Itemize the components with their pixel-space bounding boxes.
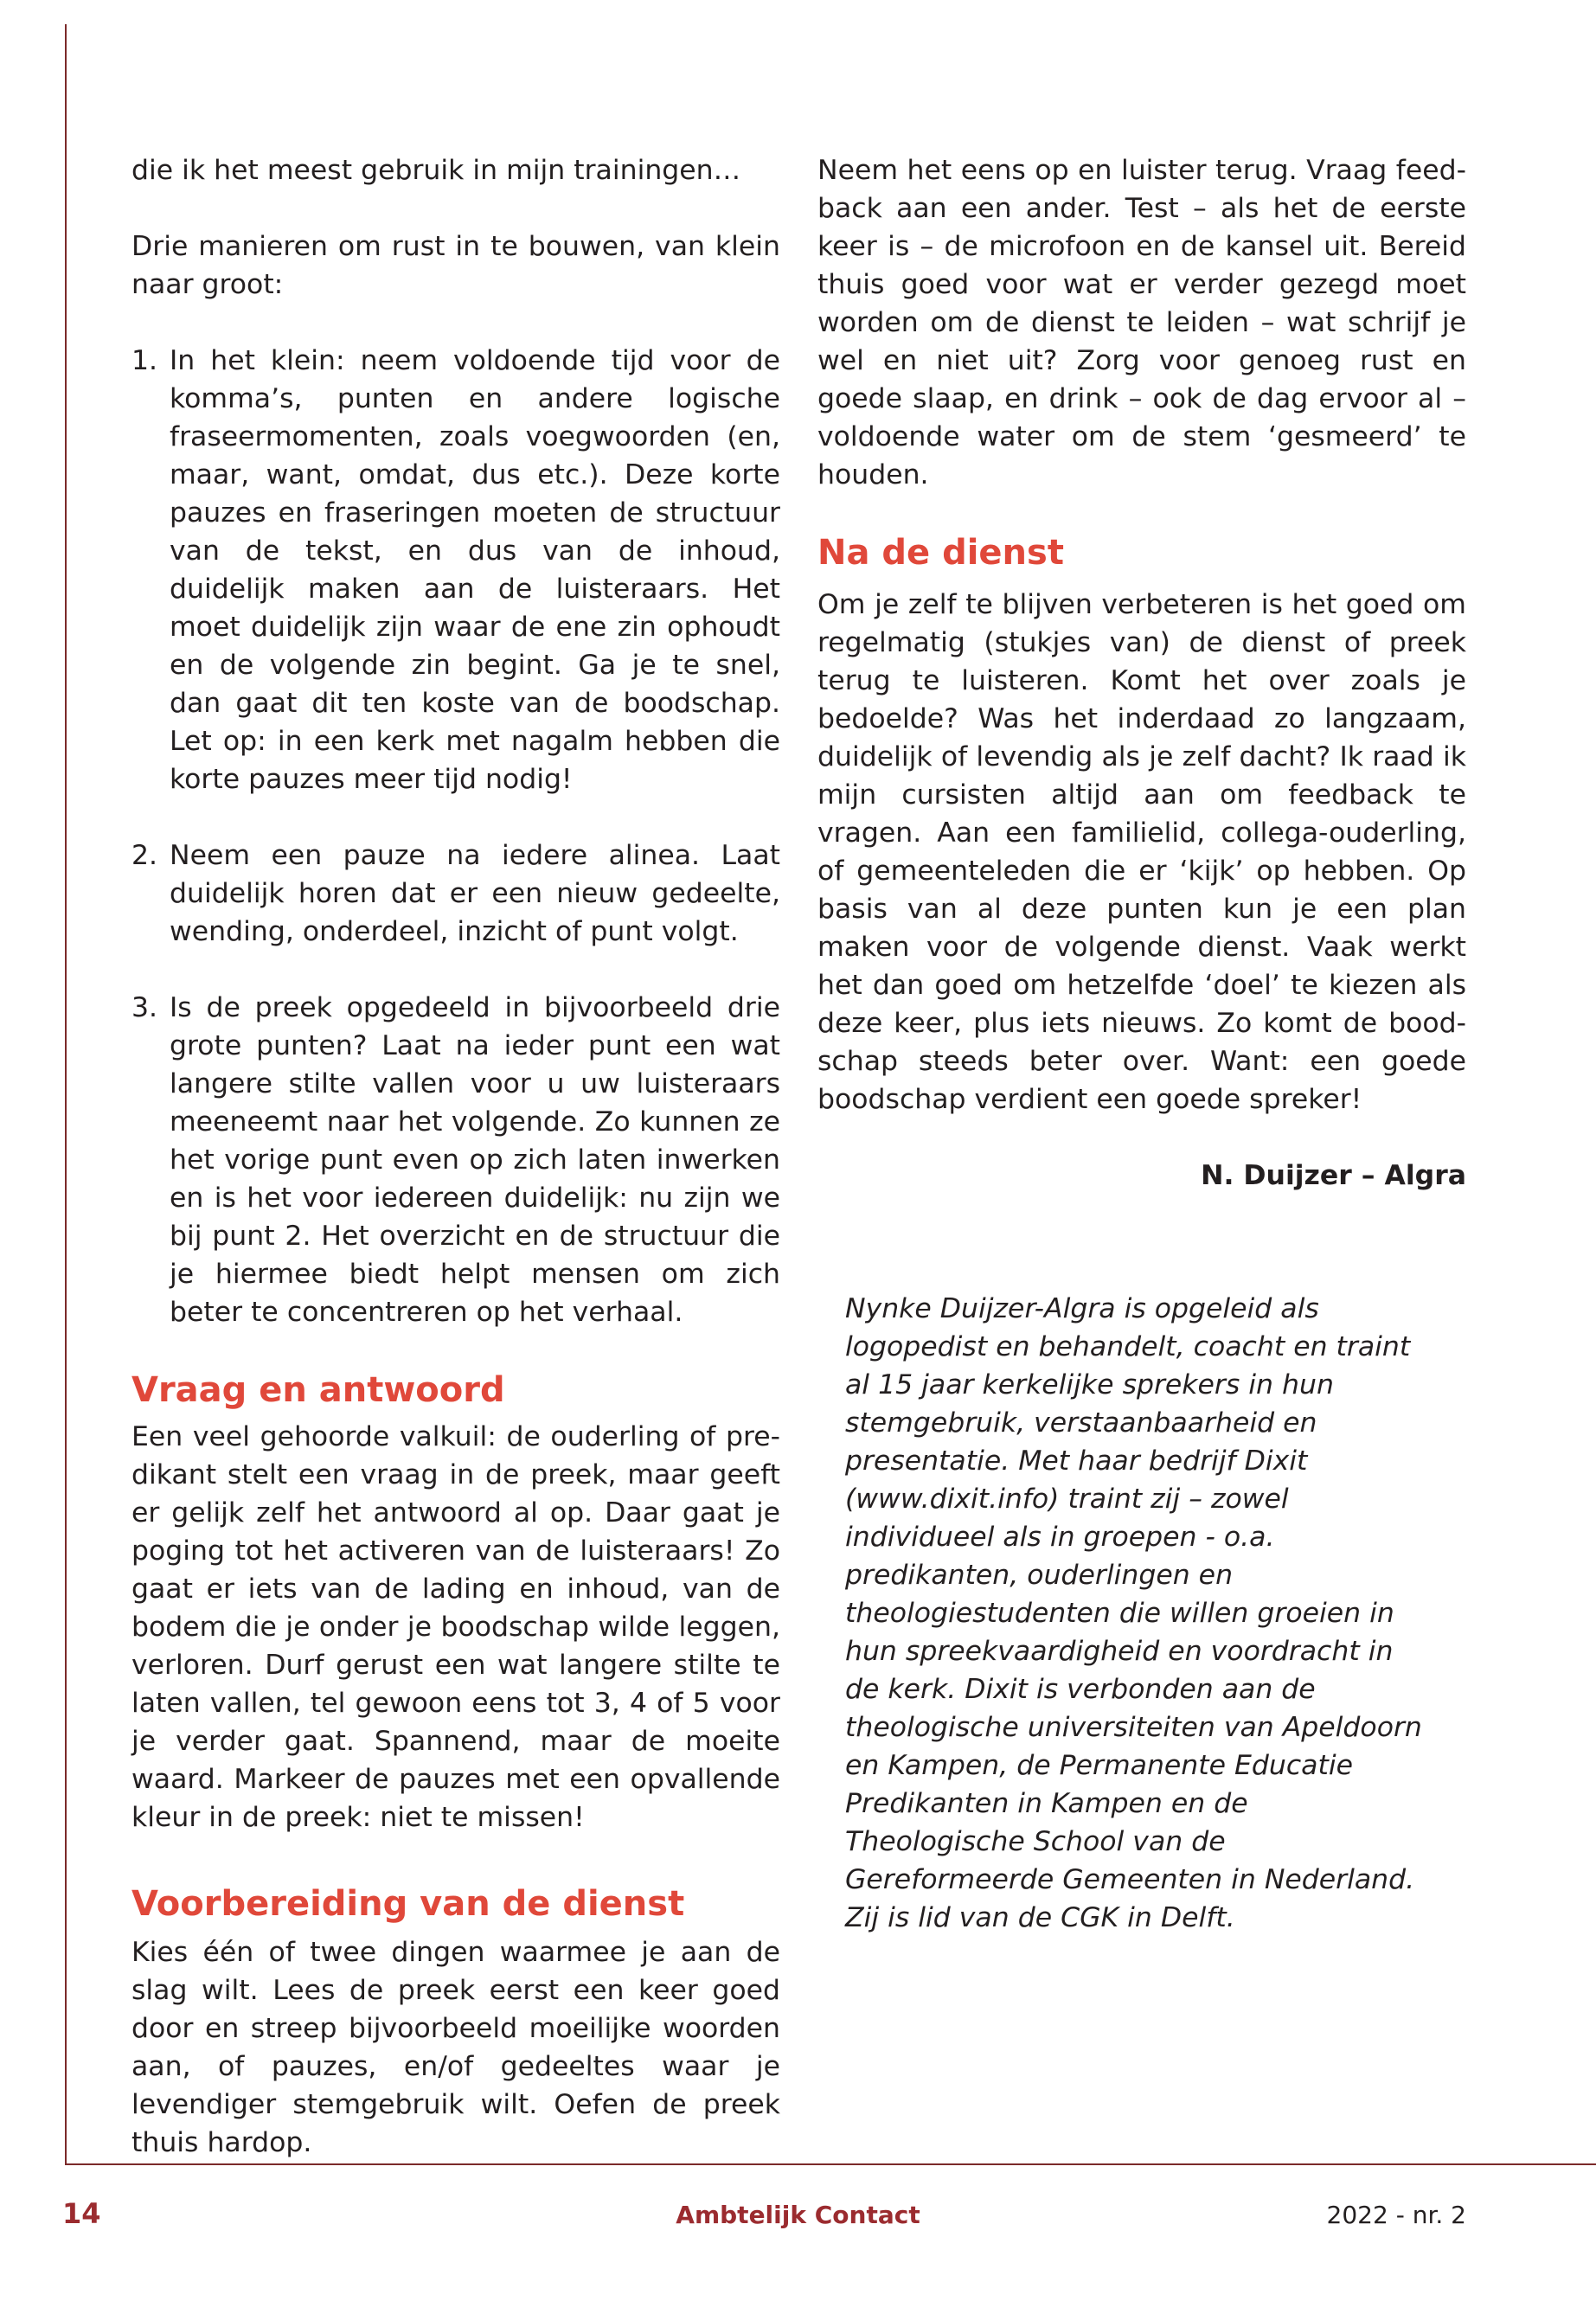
continue-paragraph: Neem het eens op en luister terug. Vraag feedback aan een ander. Test – als het de eerste keer is – de microfoon en de kansel uit. Bereid thuis goed voor wat er verder gezegd moet worden om de dienst te leiden – wat schrijf je wel en niet uit? Zorg voor genoeg rust en goede slaap, en drink – ook de dag ervoor al – voldoende water om de stem ‘gesmeerd’ te houden. <box>817 155 1466 490</box>
left-column <box>131 151 780 2162</box>
list-item <box>131 989 780 1331</box>
author-bio: Nynke Duijzer-Algra is opgeleid als logopedist en behandelt, coacht en traint al 15 jaar kerkelijke sprekers in hun stemgebruik, verstaanbaarheid en presentatie. Met haar bedrijf Dixit (www.dixit.info) traint zij – zowel individueel als in groepen - o.a. predikanten, ouderlingen en theologiestudenten die willen groeien in hun spreekvaardigheid en voordracht in de kerk. Dixit is verbonden aan de theologische universiteiten van Apeldoorn en Kampen, de Permanente Educatie Predikanten in Kampen en de Theologische School van de Gereformeerde Gemeenten in Nederland. Zij is lid van de CGK in Delft. <box>845 1293 1422 1933</box>
footer-rule <box>65 2163 1596 2165</box>
heading-na-de-dienst: Na de dienst <box>817 533 1064 573</box>
voorbereiding-paragraph: Kies één of twee dingen waarmee je aan de slag wilt. Lees de preek eerst een keer goed door en streep bijvoorbeeld moeilijke woorden aan, of pauzes, en/of gedeeltes waar je levendiger stemgebruik wilt. Oefen de preek thuis hardop. <box>131 1937 780 2158</box>
magazine-title: Ambtelijk Contact <box>676 2201 920 2229</box>
vraag-paragraph: Een veel gehoorde valkuil: de ouderling of predikant stelt een vraag in de preek, maar geeft er gelijk zelf het antwoord al op. Daar gaat je poging tot het activeren van de luisteraars! Zo gaat er iets van de lading en inhoud, van de bodem die je onder je boodschap wilde leggen, verloren. Durf gerust een wat langere stilte te laten vallen, tel gewoon eens tot 3, 4 of 5 voor je verder gaat. Spannend, maar de moeite waard. Markeer de pauzes met een opvallende kleur in de preek: niet te missen! <box>131 1421 780 1833</box>
list-item <box>131 836 780 951</box>
list-item-number: 3. <box>131 992 158 1023</box>
list-item-number: 2. <box>131 840 158 871</box>
heading-vraag-en-antwoord: Vraag en antwoord <box>131 1370 505 1410</box>
rest-methods-list <box>131 342 780 1331</box>
left-margin-rule <box>65 24 67 2165</box>
list-item-text: Is de preek opgedeeld in bijvoorbeeld drie grote punten? Laat na ieder punt een wat langere stilte vallen voor u uw luisteraars meeneemt naar het volgende. Zo kunnen ze het vorige punt even op zich laten inwerken en is het voor iedereen duidelijk: nu zijn we bij punt 2. Het overzicht en de structuur die je hiermee biedt helpt mensen om zich beter te concentreren op het verhaal. <box>170 992 780 1328</box>
list-item-text: Neem een pauze na iedere alinea. Laat duidelijk horen dat er een nieuw gedeelte, wending, onderdeel, inzicht of punt volgt. <box>170 840 780 947</box>
right-column <box>817 151 1466 1937</box>
intro-paragraph: die ik het meest gebruik in mijn trainingen… <box>131 155 741 186</box>
three-ways-paragraph: Drie manieren om rust in te bouwen, van klein naar groot: <box>131 231 780 300</box>
list-item-text: In het klein: neem voldoende tijd voor de komma’s, punten en andere logische fraseermomenten, zoals voegwoorden (en, maar, want, omdat, dus etc.). Deze korte pauzes en fraseringen moeten de structuur van de tekst, en dus van de inhoud, duidelijk maken aan de luisteraars. Het moet duidelijk zijn waar de ene zin ophoudt en de volgende zin begint. Ga je te snel, dan gaat dit ten koste van de boodschap. Let op: in een kerk met nagalm hebben die korte pauzes meer tijd nodig! <box>170 345 780 795</box>
issue-label: 2022 - nr. 2 <box>1326 2201 1466 2229</box>
author-signature: N. Duijzer – Algra <box>1201 1160 1466 1191</box>
list-item <box>131 342 780 798</box>
list-item-number: 1. <box>131 345 158 376</box>
page-number: 14 <box>62 2197 101 2230</box>
heading-voorbereiding: Voorbereiding van de dienst <box>131 1884 685 1924</box>
na-de-dienst-paragraph: Om je zelf te blijven verbeteren is het goed om regelmatig (stukjes van) de dienst of preek terug te luisteren. Komt het over zoals je bedoelde? Was het inderdaad zo langzaam, duidelijk of levendig als je zelf dacht? Ik raad ik mijn cursisten altijd aan om feedback te vragen. Aan een familielid, collega-ouderling, of gemeenteleden die er ‘kijk’ op hebben. Op basis van al deze punten kun je een plan maken voor de volgende dienst. Vaak werkt het dan goed om hetzelfde ‘doel’ te kiezen als deze keer, plus iets nieuws. Zo komt de boodschap steeds beter over. Want: een goede boodschap verdient een goede spreker! <box>817 589 1466 1115</box>
